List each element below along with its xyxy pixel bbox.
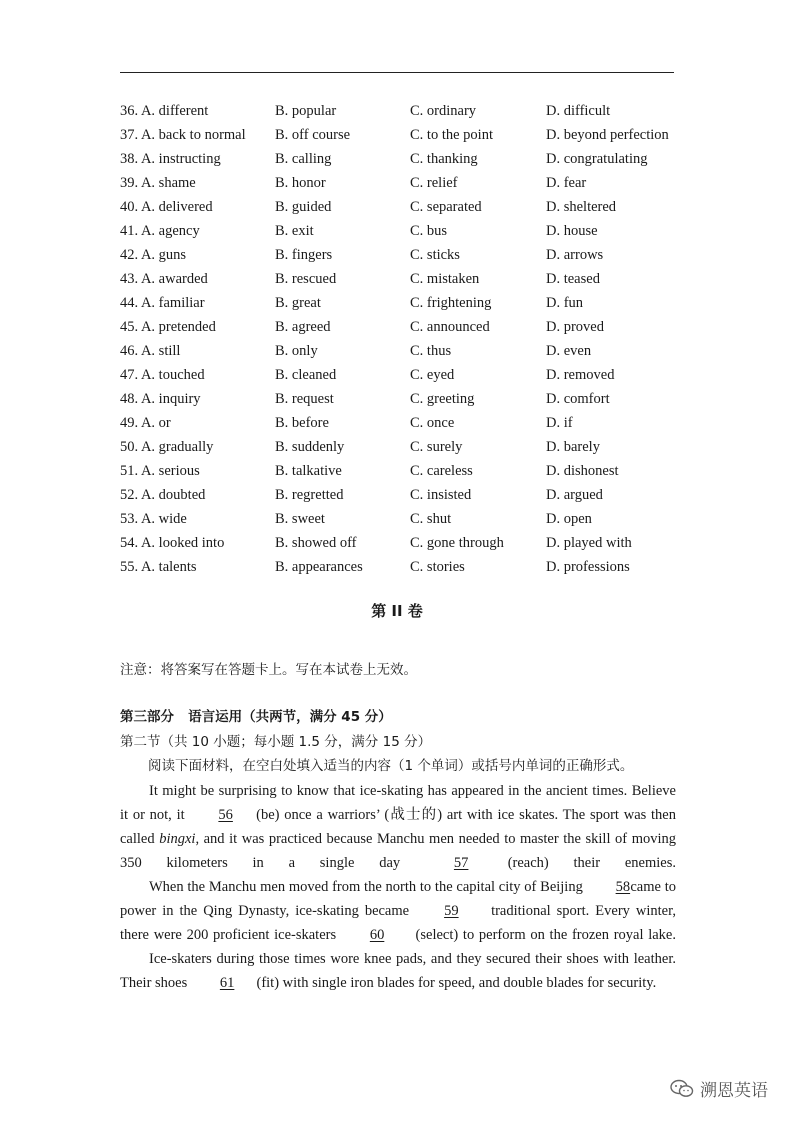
blank-61: 61 xyxy=(219,975,235,991)
option-c: C. to the point xyxy=(410,127,493,143)
p1-text-4: (reach) their enemies. xyxy=(482,855,677,871)
option-d: D. arrows xyxy=(546,247,604,263)
part-title: 第三部分 语言运用（共两节，满分 45 分） xyxy=(120,709,392,725)
option-c: C. thus xyxy=(410,343,452,359)
p1-text-3: , and it was practiced because Manchu men needed to master the skill of moving 350 kilometers in a single day xyxy=(120,831,676,871)
option-d: D. teased xyxy=(546,271,600,287)
option-a: 48. A. inquiry xyxy=(120,391,201,407)
option-a: 47. A. touched xyxy=(120,367,205,383)
option-a: 37. A. back to normal xyxy=(120,127,246,143)
option-a: 46. A. still xyxy=(120,343,181,359)
option-c: C. shut xyxy=(410,511,452,527)
option-a: 51. A. serious xyxy=(120,463,200,479)
p1-emphasis: bingxi xyxy=(159,831,196,847)
option-row xyxy=(120,507,700,531)
option-b: B. suddenly xyxy=(275,439,345,455)
option-a: 36. A. different xyxy=(120,103,209,119)
option-d: D. proved xyxy=(546,319,604,335)
option-row xyxy=(120,363,700,387)
option-a: 55. A. talents xyxy=(120,559,197,575)
p2-text-2: came to power in the Qing Dynasty, ice-skating became xyxy=(120,879,676,919)
blank-59: 59 xyxy=(444,903,459,919)
section-title: 第 II 卷 xyxy=(371,602,423,620)
blank-56: 56 xyxy=(218,807,233,823)
option-row xyxy=(120,339,700,363)
option-d: D. even xyxy=(546,343,592,359)
option-d: D. fear xyxy=(546,175,587,191)
option-c: C. mistaken xyxy=(410,271,480,287)
wechat-icon xyxy=(670,1079,694,1099)
p2-text-3: traditional sport. Every winter, there were 200 proficient ice-skaters xyxy=(120,903,676,943)
option-a: 50. A. gradually xyxy=(120,439,214,455)
option-b: B. showed off xyxy=(275,535,357,551)
option-d: D. professions xyxy=(546,559,630,575)
option-b: B. popular xyxy=(275,103,337,119)
option-a: 38. A. instructing xyxy=(120,151,221,167)
option-c: C. announced xyxy=(410,319,490,335)
p2-text-4: (select) to perform on the frozen royal lake. xyxy=(410,927,676,943)
p2-text-1: When the Manchu men moved from the north to the capital city of Beijing xyxy=(149,879,587,895)
option-a: 42. A. guns xyxy=(120,247,187,263)
option-b: B. before xyxy=(275,415,329,431)
p3-text-1: Ice-skaters during those times wore knee pads, and they secured their shoes with leather. Their shoes xyxy=(120,951,676,991)
option-a: 44. A. familiar xyxy=(120,295,205,311)
option-row xyxy=(120,555,700,579)
option-row xyxy=(120,171,700,195)
option-row xyxy=(120,219,700,243)
option-a: 41. A. agency xyxy=(120,223,200,239)
option-b: B. off course xyxy=(275,127,351,143)
option-d: D. barely xyxy=(546,439,600,455)
paragraph-1 xyxy=(120,779,676,875)
watermark-text: 溯恩英语 xyxy=(700,1081,768,1101)
option-d: D. house xyxy=(546,223,598,239)
option-c: C. sticks xyxy=(410,247,460,263)
option-row xyxy=(120,267,700,291)
option-a: 52. A. doubted xyxy=(120,487,206,503)
option-d: D. open xyxy=(546,511,592,527)
option-b: B. sweet xyxy=(275,511,325,527)
paragraph-3 xyxy=(120,947,676,995)
option-d: D. beyond perfection xyxy=(546,127,669,143)
option-row xyxy=(120,195,700,219)
option-row xyxy=(120,459,700,483)
option-b: B. only xyxy=(275,343,318,359)
option-b: B. guided xyxy=(275,199,332,215)
instruction-text: 阅读下面材料，在空白处填入适当的内容（1 个单词）或括号内单词的正确形式。 xyxy=(148,758,634,774)
option-c: C. greeting xyxy=(410,391,475,407)
option-c: C. stories xyxy=(410,559,465,575)
option-b: B. request xyxy=(275,391,334,407)
option-c: C. once xyxy=(410,415,455,431)
option-d: D. if xyxy=(546,415,573,431)
option-a: 43. A. awarded xyxy=(120,271,208,287)
option-b: B. exit xyxy=(275,223,314,239)
top-rule xyxy=(120,72,674,73)
option-c: C. bus xyxy=(410,223,448,239)
option-c: C. separated xyxy=(410,199,482,215)
option-d: D. played with xyxy=(546,535,632,551)
paragraph-2 xyxy=(120,875,676,947)
option-b: B. talkative xyxy=(275,463,342,479)
passage xyxy=(120,779,676,995)
options-table xyxy=(120,99,700,579)
p1-text-2: (be) once a warriors’ (战士的) art with ice skates. The sport was then called xyxy=(120,807,676,847)
option-b: B. rescued xyxy=(275,271,337,287)
option-c: C. surely xyxy=(410,439,463,455)
option-b: B. cleaned xyxy=(275,367,337,383)
blank-60: 60 xyxy=(369,927,385,943)
option-b: B. appearances xyxy=(275,559,363,575)
option-c: C. frightening xyxy=(410,295,492,311)
option-b: B. honor xyxy=(275,175,326,191)
option-a: 45. A. pretended xyxy=(120,319,216,335)
option-b: B. regretted xyxy=(275,487,344,503)
option-row xyxy=(120,291,700,315)
option-c: C. ordinary xyxy=(410,103,477,119)
option-a: 53. A. wide xyxy=(120,511,187,527)
option-c: C. insisted xyxy=(410,487,472,503)
option-a: 49. A. or xyxy=(120,415,171,431)
option-b: B. great xyxy=(275,295,321,311)
watermark xyxy=(670,1076,768,1101)
option-row xyxy=(120,99,700,123)
option-a: 40. A. delivered xyxy=(120,199,213,215)
option-d: D. argued xyxy=(546,487,603,503)
sub-title: 第二节（共 10 小题；每小题 1.5 分，满分 15 分） xyxy=(120,734,432,750)
option-row xyxy=(120,411,700,435)
notice-text: 注意：将答案写在答题卡上。写在本试卷上无效。 xyxy=(120,662,417,678)
option-row xyxy=(120,147,700,171)
option-a: 39. A. shame xyxy=(120,175,196,191)
option-row xyxy=(120,435,700,459)
option-b: B. calling xyxy=(275,151,332,167)
p1-text-1: It might be surprising to know that ice-skating has appeared in the ancient times. Believe it or not, it xyxy=(120,783,676,823)
blank-57: 57 xyxy=(453,855,469,871)
option-a: 54. A. looked into xyxy=(120,535,225,551)
option-d: D. fun xyxy=(546,295,584,311)
option-d: D. sheltered xyxy=(546,199,617,215)
p3-text-2: (fit) with single iron blades for speed, and double blades for security. xyxy=(252,975,657,991)
option-c: C. eyed xyxy=(410,367,455,383)
option-row xyxy=(120,531,700,555)
option-d: D. congratulating xyxy=(546,151,648,167)
option-row xyxy=(120,243,700,267)
option-b: B. fingers xyxy=(275,247,333,263)
option-c: C. gone through xyxy=(410,535,504,551)
option-row xyxy=(120,123,700,147)
option-d: D. removed xyxy=(546,367,615,383)
blank-58: 58 xyxy=(615,879,631,895)
option-row xyxy=(120,387,700,411)
option-d: D. difficult xyxy=(546,103,611,119)
option-row xyxy=(120,483,700,507)
option-d: D. dishonest xyxy=(546,463,619,479)
option-c: C. careless xyxy=(410,463,473,479)
option-row xyxy=(120,315,700,339)
option-c: C. relief xyxy=(410,175,458,191)
option-d: D. comfort xyxy=(546,391,610,407)
option-c: C. thanking xyxy=(410,151,478,167)
option-b: B. agreed xyxy=(275,319,331,335)
